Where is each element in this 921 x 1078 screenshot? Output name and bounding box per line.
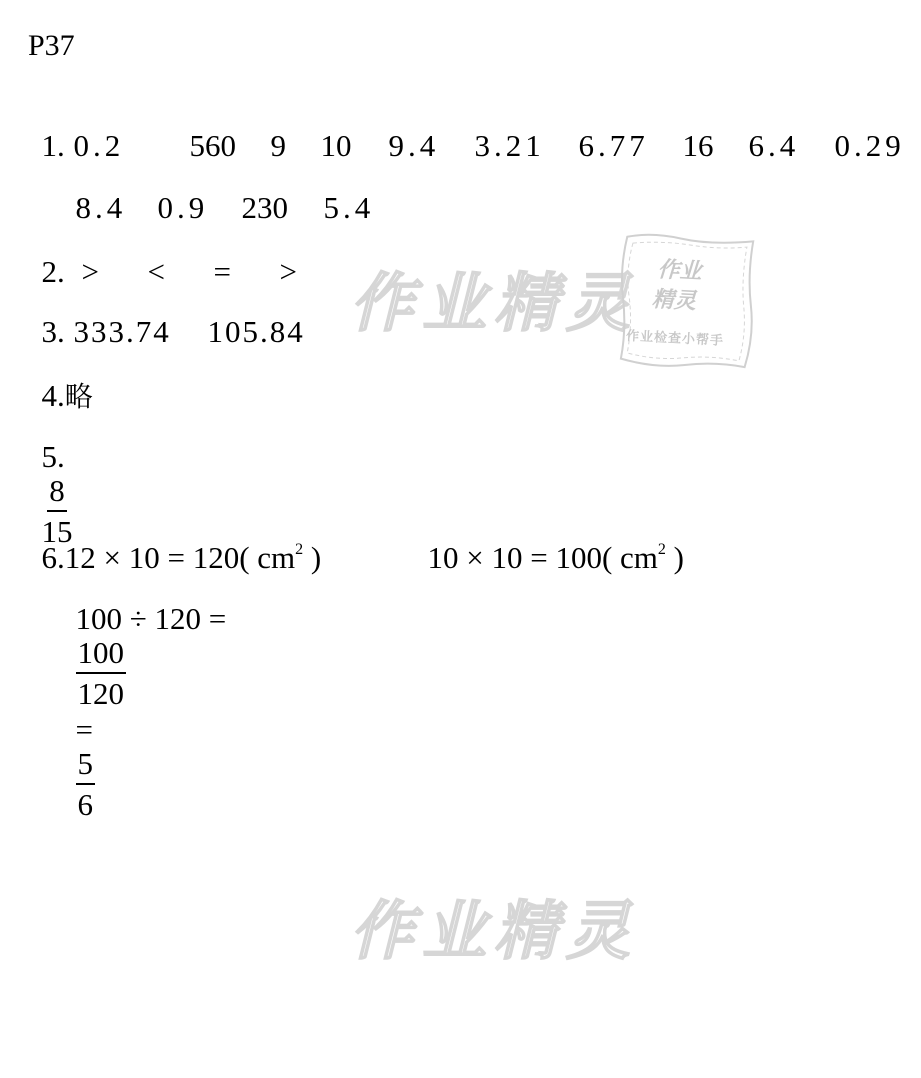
equals-sign: = bbox=[75, 711, 93, 747]
fraction bbox=[76, 634, 127, 711]
comparison-symbol: > bbox=[279, 254, 297, 289]
answer-value: 105.84 bbox=[207, 314, 305, 349]
stamp-line-2: 精灵 bbox=[651, 287, 697, 315]
equation-left: 100 ÷ 120 = bbox=[75, 600, 227, 636]
answer-value: 6.4 bbox=[748, 128, 800, 163]
equation: 10 × 10 = 100 bbox=[427, 540, 602, 575]
question-1-prefix: 1. bbox=[41, 128, 65, 163]
fraction-numerator: 8 bbox=[47, 475, 67, 512]
question-4-prefix: 4. bbox=[41, 378, 65, 413]
watermark-text-bottom: 作业精灵 bbox=[350, 895, 638, 969]
fraction-numerator: 5 bbox=[76, 748, 96, 785]
unit-open: ( cm bbox=[601, 540, 658, 575]
fraction bbox=[76, 745, 96, 822]
stamp-line-1: 作业 bbox=[656, 257, 703, 285]
stamp-line-3: 作业检查小帮手 bbox=[625, 328, 725, 349]
answer-value: 333.74 bbox=[73, 314, 171, 349]
answer-value: 16 bbox=[682, 128, 714, 163]
answer-value: 8.4 bbox=[75, 190, 127, 225]
unit-open: ( cm bbox=[239, 540, 296, 575]
question-3-prefix: 3. bbox=[41, 314, 65, 349]
watermark-stamp bbox=[614, 228, 759, 373]
answer-value: 9 bbox=[270, 128, 286, 163]
question-5-prefix: 5. bbox=[41, 438, 65, 474]
answer-value: 560 bbox=[189, 128, 236, 163]
answer-value: 10 bbox=[320, 128, 352, 163]
fraction-numerator: 100 bbox=[76, 637, 127, 674]
fraction-denominator: 15 bbox=[41, 513, 73, 549]
answer-value: 0.2 bbox=[73, 128, 125, 163]
page-label: P37 bbox=[28, 29, 75, 62]
watermark-text-top: 作业精灵 bbox=[350, 267, 638, 341]
question-6-line-2 bbox=[60, 562, 226, 820]
answer-value: 3.21 bbox=[474, 128, 545, 163]
answer-value: 5.4 bbox=[323, 190, 375, 225]
answer-value: 9.4 bbox=[388, 128, 440, 163]
comparison-symbol: = bbox=[213, 254, 231, 289]
question-6-line-1b bbox=[412, 498, 684, 578]
comparison-symbol: < bbox=[147, 254, 165, 289]
comparison-symbol: > bbox=[81, 254, 99, 289]
answer-value: 230 bbox=[241, 190, 288, 225]
unit-exponent: 2 bbox=[657, 541, 666, 558]
fraction-denominator: 6 bbox=[77, 786, 93, 822]
answer-value: 0.29 bbox=[834, 128, 905, 163]
answer-value: 0.9 bbox=[157, 190, 209, 225]
unit-close: ) bbox=[303, 540, 322, 575]
unit-exponent: 2 bbox=[295, 541, 304, 558]
question-4-answer: 略 bbox=[64, 380, 93, 413]
unit-close: ) bbox=[665, 540, 684, 575]
question-2-prefix: 2. bbox=[41, 254, 65, 289]
answer-value: 6.77 bbox=[578, 128, 649, 163]
equation: 12 × 10 = 120 bbox=[64, 540, 240, 575]
fraction-denominator: 120 bbox=[77, 675, 124, 711]
question-6-prefix: 6. bbox=[41, 540, 65, 575]
